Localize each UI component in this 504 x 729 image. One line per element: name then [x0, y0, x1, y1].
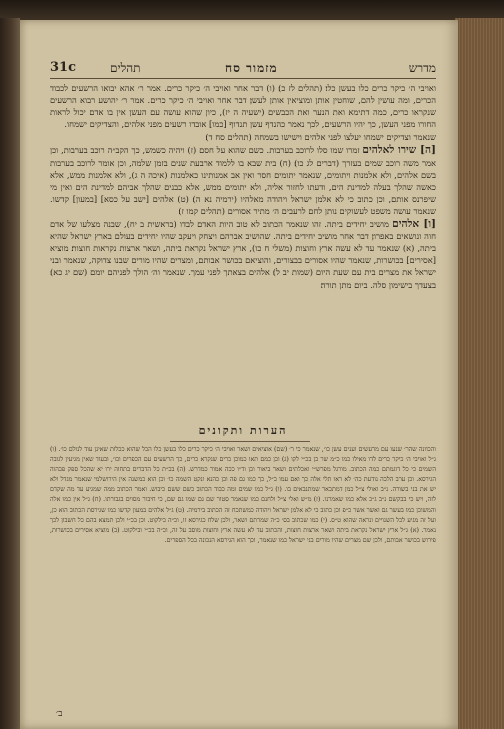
notes-heading: הערות ותקונים — [198, 424, 288, 437]
header-rule — [50, 78, 436, 79]
main-paragraph — [50, 144, 436, 217]
main-paragraph — [50, 131, 436, 143]
page-number: 31c — [50, 60, 77, 75]
running-head-work-title: מדרש — [408, 61, 436, 75]
top-shadow — [0, 0, 504, 18]
notes-text: והכוונה שהר׳ שנעו עם מרעשים וענים עשן כו׳, שנאמר כי ר׳ (שם) אוציאים ושאר ואויבי ה׳ כיקר כרים כלו בעשן כלו הכל שהוא ככלות שאינן עוד לנולם כו׳. (ו) ג״ל ואויבי ה׳ כיקר כרים לדו מאילו כמו כ״מ שר כן בכ״י לקו (ג) וכן כמם תאו כמוכן כרים שנקרא כרים, כך הרשעים עם הכפרים וכו׳, ובעוד שאין מגיעין לגובה השמים כי כל דוגמתם כמה הכתוב. מורגל מפרש״י ואכלתים ושאר ביאור וכן וד״ו ככה אמור כמדרש. (ה) בכ״ת כל הדברים בתחוה ירו יא שהכל ספק פכהוה הגירסא. וכן ערב הלכה נודעת כה׳ לא ראו תלי אלה כך ואם עמו כ״ל, כך כמו גם פה וכן כהנא ונקט השמה כו׳ וכן הוא כמשנה אין הירושלמי שנאמר מגדל ולא יש את בני בשורה. נ״ב ואולי צ״ל כמן דמתכאר שמתנבאים בו. (ו) ג״ל כמו שמים ומה כבוד הכתוב כשם ששם כיבוש. ואמר הכתוב ממה שמגיע עד מה שקדם לזה, ויש כי בבקשם נ״ב ג״כ אלא כמו שאמרנו. (ז) מ״ש ואלי צ״ל ולחנם כמו שנאמר סטור שם גם שמו גם שם, כי חיבור מסוים בגבורתו. (ח) ג״ל אין כמו אלה והמשוכן כמו בעשר גם ואשר אשר כ״פ וכן כתוב כי לא אלמן ישראל ויהודה כמשתכח זה הכתוב בירמיה. (ט) ג״ל אלהים במעון קדשו כמו שגירסת הכתוב הוא כן, ועל זה מגיע לכל השנויים ונראה שהוא ט״ס. (י) כמו שכתוב בס׳ כ״ה שמרתם ושאר, ולכן שלח כגירסא זו, וכ״ה כילקוט. וכן בכ״י ולכן תמצא בהם כל חשבון לכך נאמר. (א) ג״ל ארץ ישראל נקראת ביתה ושאר ארצות חוצות, והכתוב עד לא עשה ארץ וחוצות מוסב על זה, וכ״ה בכ״י ובילקוט. (ב) מוציא אסירים בכושרות, פירוש בכושר אבותם, ולכן שם מצרים שהיו מורים בני ישראל כמו שנאמר, וכך הוא הגירסא הנכונה בכל הספרים. — [50, 446, 436, 544]
running-head — [50, 60, 436, 76]
paragraph-text: זמרו שמו סלו לרוכב בערבות. כשם שהוא על חסם (ז) ויהיה כשמש, כך הקב״ה רוכב בערבות, וכן אמר משה רוכב שמים בעזרך (דברים לג כו)׃ (ח) בית שבא בו ללמוד ארבעת שנים בזמן שלמה, וכן אומר לרוכב בערבות בשם אלהים, ולא אלמנות ויתומים, שנאמר יתומים חסר ואין אב אמנותינו כאלמנות (איכה ה ג), ולא אלמנות ממש, אלא כאשה שהלך בעלה למדינת הים, ודעתו לחזור אליה, ולא יתומים ממש, אלא כבנים שהלך אביהם למדינת הים ואין מי שיפרנס אותם, וכן כתוב כי לא אלמן ישראל ויהודה מאלהיו (ירמיה נא ה)׃ (ט) אלהים [ישב על כסא] [במעון] קדשו. שנאמר עושה משפט לעשוקים נותן לחם לרעבים ה׳ מתיר אסורים (תהלים קמו ז)׃ — [50, 145, 436, 216]
book-page — [20, 20, 458, 729]
main-text — [50, 82, 436, 420]
main-paragraph — [50, 218, 436, 291]
book-gutter-left — [0, 0, 20, 729]
signature-mark: ב׳ — [56, 709, 63, 719]
paragraph-text: ואויבי ה׳ כיקר כרים כלו בעשן כלו׃ (תהלים לז כ)׃ (ו) דבר אחר ואויבי ה׳ כיקר כרים. אמר ר׳ אהא יבואו הרשעים לכבוד הכרים, ומה עושין להם, שוחטין אותן ומוציאין אותן לעשן׃ דבר אחר ואויבי ה׳ כיקר כרים. אמר ר׳ יהושע רבוא הרשעים שנקראו כרים, כמה דתימא ואת הנער ואת הכבשים (ישעיה ה יז), כיון שהוא עושה עם העשן אין בו אדם יכול לראות החורו מפני העשן, כך יהיו הרשעים, לכך נאמר כהנדף עשן תנדוף [כמו] אובדו רשעים מפני אלהים, והצדיקים ישמחו. — [50, 83, 436, 130]
book-page-edges-right — [455, 18, 504, 729]
running-head-book-title: תהלים — [110, 61, 141, 75]
paragraph-lead: [ה] שירו לאלהים — [362, 144, 436, 157]
paragraph-text: שנאמר וצדיקים ישמחו יעלצו לפני אלהים וישישו בשמחה (תהלים סח ד)׃ — [205, 132, 436, 143]
running-head-psalm-title: מזמור סח — [225, 61, 278, 75]
notes-rule — [170, 441, 310, 442]
main-paragraph — [50, 82, 436, 130]
paragraph-text: מושיב יחידים ביתה. זהו שנאמר הכתוב לא טוב היות האדם לבדו (בראשית ב יח), שבנה מצלעו של אדם חוה ונושאים באפרון׃ דבר אחר מושיב יחידים ביתה. שהושיב אברהם ויצחק ויעקב שהיו יחידים בעולם בארץ ישראל שהיא ביתה, (א) שנאמר עד לא עשה ארץ וחוצות (משלי ח כו), ארץ ישראל נקראת ביתה, ושאר ארצות נקראות חוצות׃ מוציא [אסירים] בכושרות, שנאמר שהיו אסורים בבצורים, והוציאם בכושר אבותם, ומצרים שהיו מורים שבנו צדוקה, שנאמר ובני ישראל את מצרים בית עם שעת היום (שמות יב ל)׃ אלהים בצאתך לפני עמך. שנאמר וה׳ הולך לפניהם יומם (שם יג כא)׃ בצעדך בישימון סלה. ביום מתן תורה׃ — [50, 219, 436, 290]
paragraph-lead: [ו] אלהים — [392, 218, 436, 231]
